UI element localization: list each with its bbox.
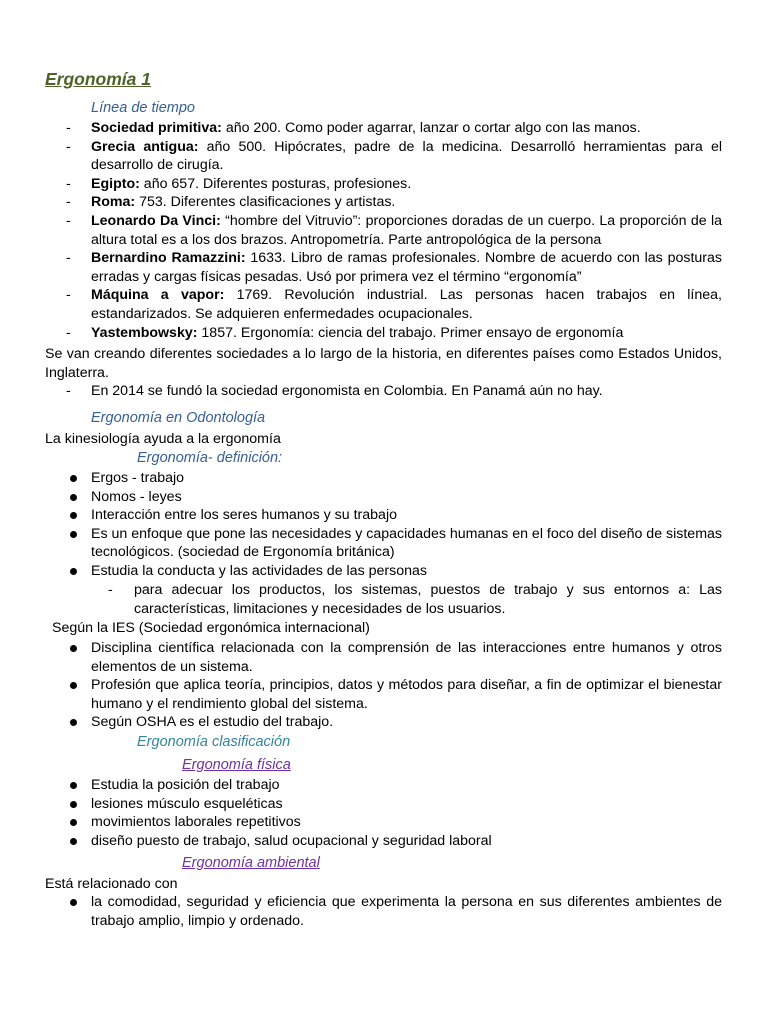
list-item: - Egipto: año 657. Diferentes posturas, profesiones. bbox=[45, 175, 722, 194]
definition-list bbox=[45, 469, 722, 581]
definition-sublist bbox=[104, 581, 722, 618]
list-item: Interacción entre los seres humanos y su trabajo bbox=[45, 506, 722, 525]
ambiental-paragraph: Está relacionado con bbox=[45, 876, 178, 892]
fisica-list bbox=[45, 776, 722, 850]
timeline-paragraph: Se van creando diferentes sociedades a lo largo de la historia, en diferentes países como Estados Unidos, Inglaterra. bbox=[45, 346, 722, 381]
list-item: Ergos - trabajo bbox=[45, 469, 722, 488]
fisica-heading: Ergonomía física bbox=[182, 757, 291, 773]
list-item: movimientos laborales repetitivos bbox=[45, 813, 722, 832]
list-item: Estudia la posición del trabajo bbox=[45, 776, 722, 795]
timeline-list bbox=[45, 119, 722, 342]
list-item: - Yastembowsky: 1857. Ergonomía: ciencia del trabajo. Primer ensayo de ergonomía bbox=[45, 324, 722, 343]
list-item: - Roma: 753. Diferentes clasificaciones y artistas. bbox=[45, 193, 722, 212]
list-item: Profesión que aplica teoría, principios, datos y métodos para diseñar, a fin de optimizar el bienestar humano y el rendimiento global del sistema. bbox=[45, 676, 722, 713]
list-item: - Grecia antigua: año 500. Hipócrates, padre de la medicina. Desarrolló herramientas para el desarrollo de cirugía. bbox=[45, 138, 722, 175]
list-item: Estudia la conducta y las actividades de las personas bbox=[45, 562, 722, 581]
clasificacion-heading: Ergonomía clasificación bbox=[137, 734, 291, 750]
list-item: - En 2014 se fundó la sociedad ergonomista en Colombia. En Panamá aún no hay. bbox=[45, 382, 722, 401]
ambiental-list bbox=[45, 893, 722, 930]
list-item: - para adecuar los productos, los sistemas, puestos de trabajo y sus entornos a: Las características, limitaciones y necesidades de los usuarios. bbox=[104, 581, 722, 618]
definition-heading: Ergonomía- definición: bbox=[137, 450, 283, 466]
list-item: lesiones músculo esqueléticas bbox=[45, 795, 722, 814]
list-item: - Sociedad primitiva: año 200. Como poder agarrar, lanzar o cortar algo con las manos. bbox=[45, 119, 722, 138]
list-item: - Máquina a vapor: 1769. Revolución industrial. Las personas hacen trabajos en línea, estandarizados. Se adquieren enfermedades ocupacionales. bbox=[45, 286, 722, 323]
kinesiologia-paragraph: La kinesiología ayuda a la ergonomía bbox=[45, 431, 281, 447]
list-item: - Leonardo Da Vinci: “hombre del Vitruvio”: proporciones doradas de un cuerpo. La proporción de la altura total es a los dos brazos. Antropometría. Parte antropológica de la persona bbox=[45, 212, 722, 249]
ambiental-heading: Ergonomía ambiental bbox=[182, 855, 320, 871]
document-title: Ergonomía 1 bbox=[45, 69, 151, 89]
timeline-note-list bbox=[45, 382, 722, 401]
list-item: Según OSHA es el estudio del trabajo. bbox=[45, 713, 722, 732]
timeline-heading: Línea de tiempo bbox=[91, 100, 195, 116]
list-item: Nomos - leyes bbox=[45, 488, 722, 507]
list-item: - Bernardino Ramazzini: 1633. Libro de ramas profesionales. Nombre de acuerdo con las posturas erradas y cargas físicas pesadas. Usó por primera vez el término “ergonomía” bbox=[45, 249, 722, 286]
list-item: la comodidad, seguridad y eficiencia que experimenta la persona en sus diferentes ambientes de trabajo amplio, limpio y ordenado. bbox=[45, 893, 722, 930]
list-item: Disciplina científica relacionada con la comprensión de las interacciones entre humanos y otros elementos de un sistema. bbox=[45, 639, 722, 676]
ies-paragraph: Según la IES (Sociedad ergonómica internacional) bbox=[52, 620, 370, 636]
ies-list bbox=[45, 639, 722, 732]
odontologia-heading: Ergonomía en Odontología bbox=[91, 410, 266, 426]
list-item: Es un enfoque que pone las necesidades y capacidades humanas en el foco del diseño de sistemas tecnológicos. (sociedad de Ergonomía británica) bbox=[45, 525, 722, 562]
list-item: diseño puesto de trabajo, salud ocupacional y seguridad laboral bbox=[45, 832, 722, 851]
